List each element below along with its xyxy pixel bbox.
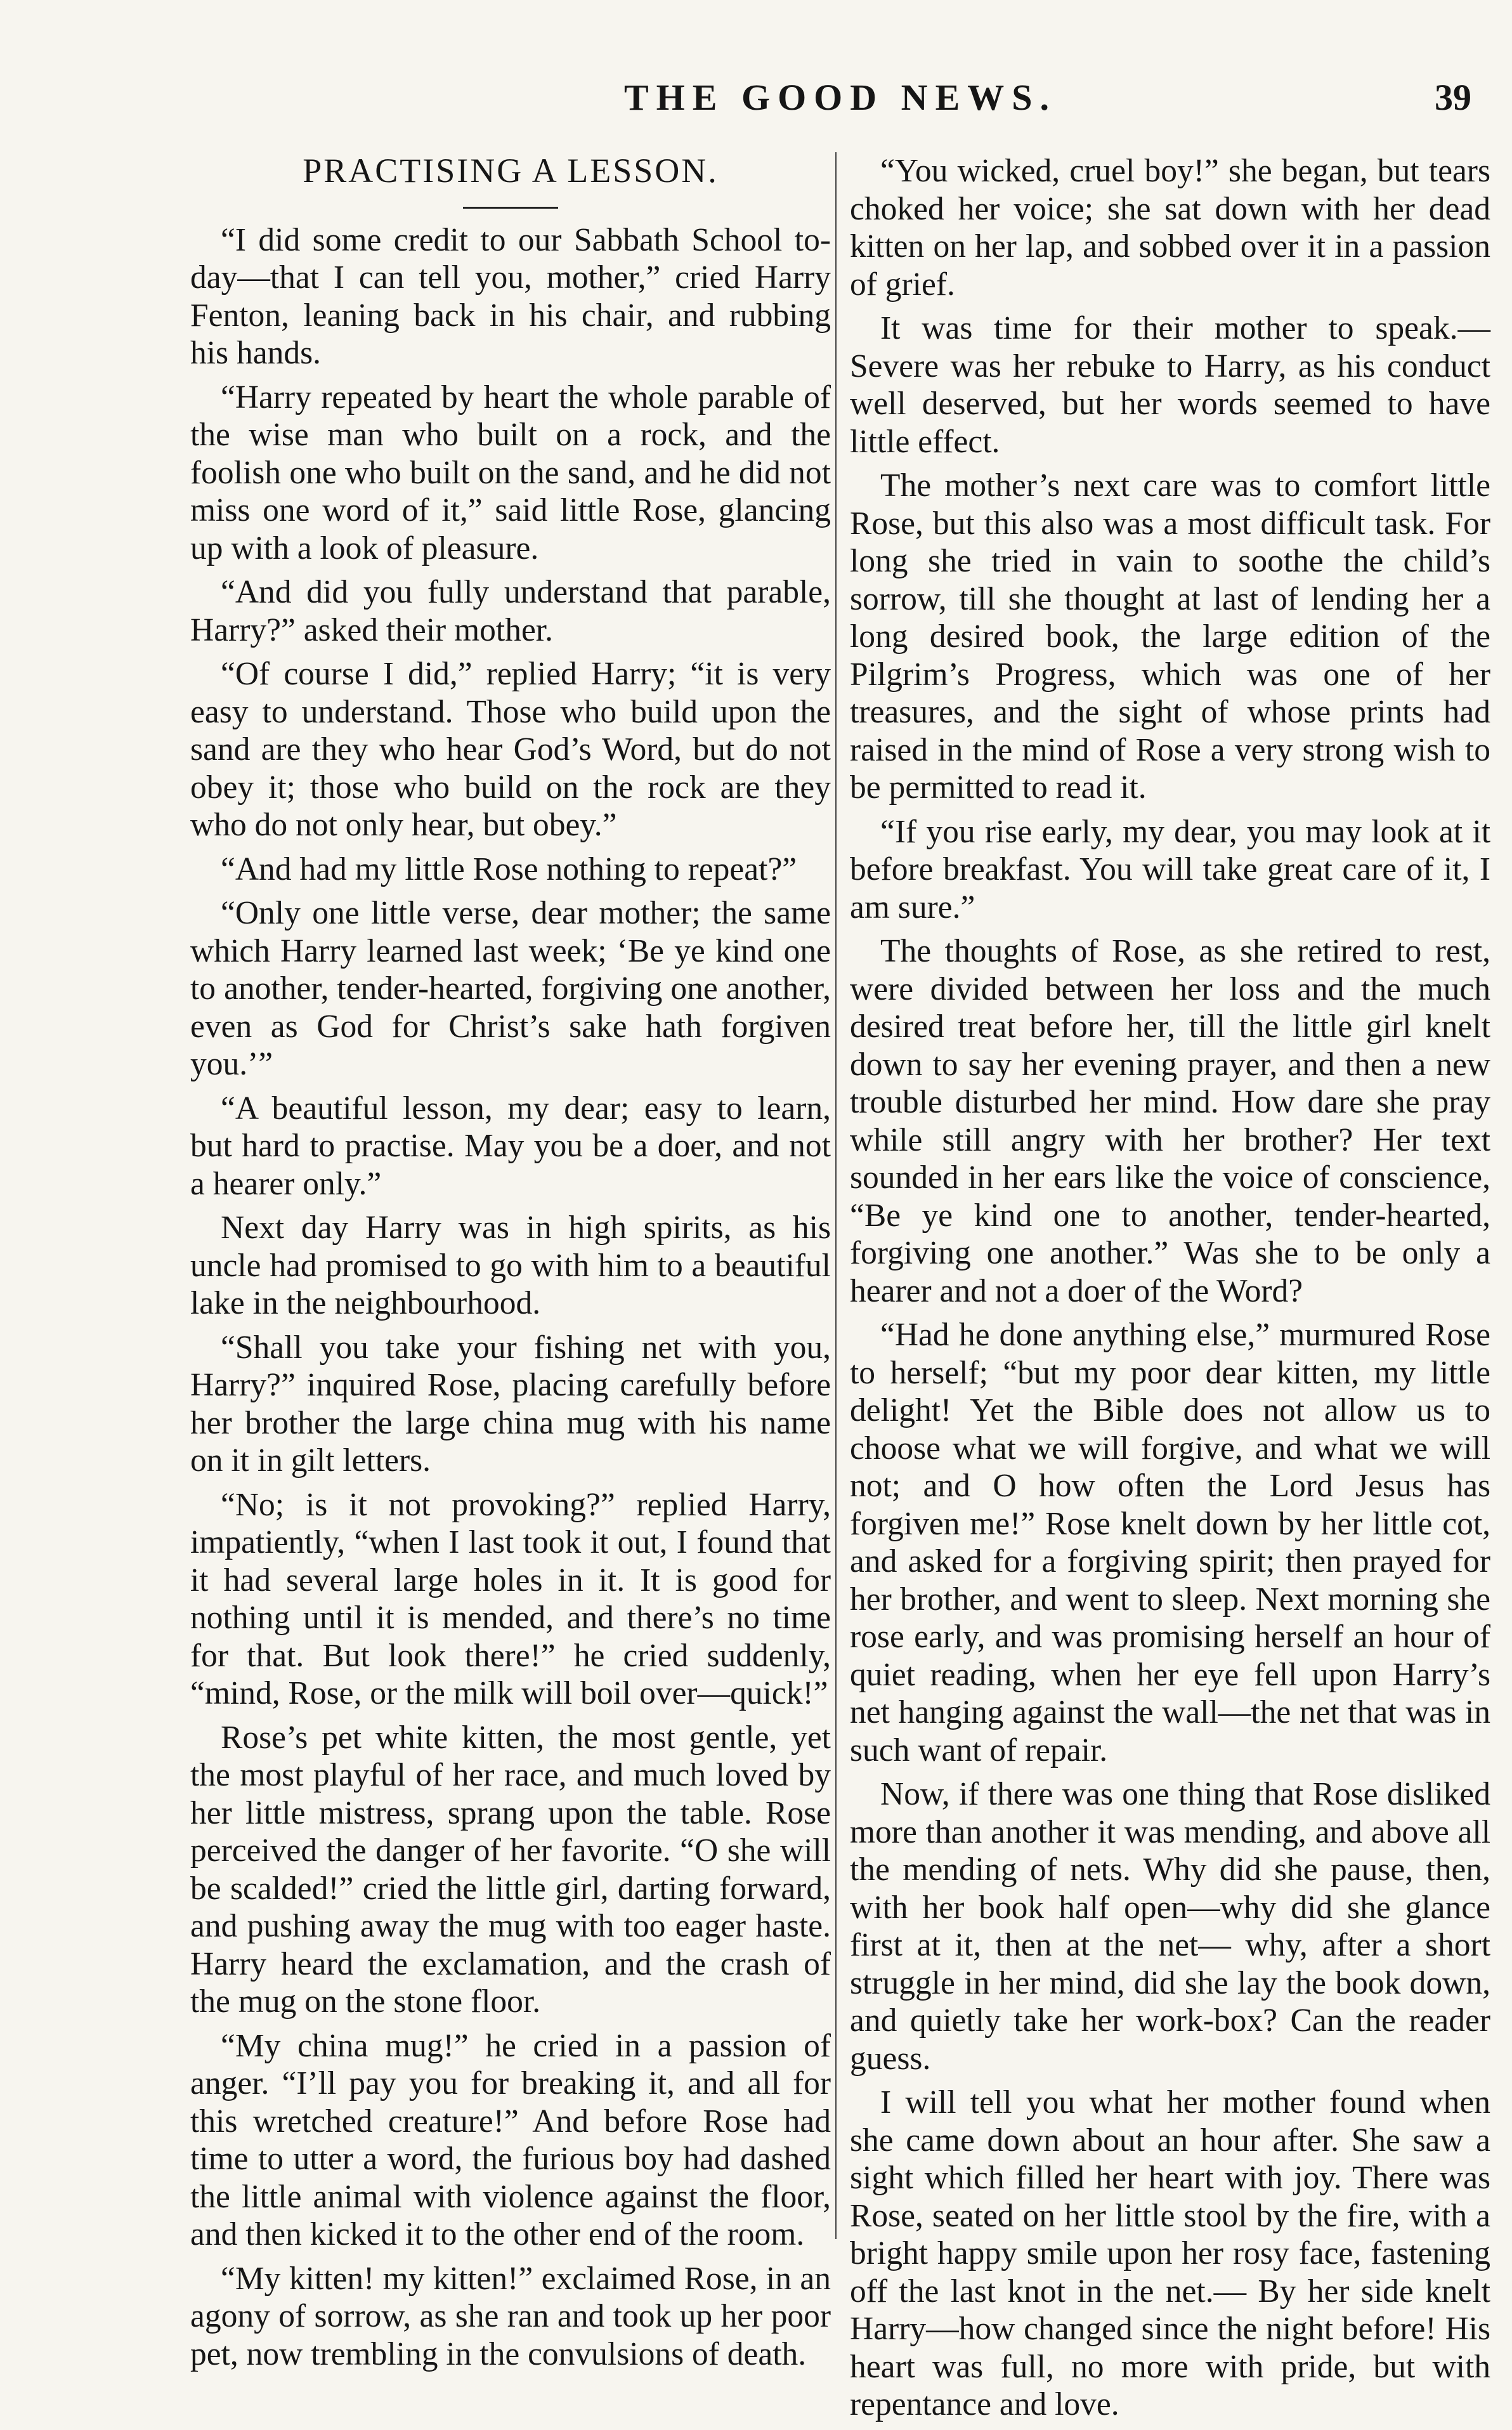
- paragraph: “Of course I did,” replied Harry; “it is very easy to understand. Those who build upon the sand are they who hear God’s Word, but do not obey it; those who build on the rock are they who do not only hear, but obey.”: [190, 656, 831, 843]
- paragraph: “I did some credit to our Sabbath School to-day—that I can tell you, mother,” cried Harry Fenton, leaning back in his chair, and rubbing his hands.: [190, 221, 831, 371]
- paragraph: “Had he done anything else,” murmured Rose to herself; “but my poor dear kitten, my little delight! Yet the Bible does not allow us to choose what we will forgive, and what we will not; and O how often the Lord Jesus has forgiven me!” Rose knelt down by her little cot, and asked for a forgiving spirit; then prayed for her brother, and went to sleep. Next morning she rose early, and was promising herself an hour of quiet reading, when her eye fell upon Harry’s net hanging against the wall—the net that was in such want of repair.: [850, 1317, 1490, 1768]
- paragraph: “If you rise early, my dear, you may look at it before breakfast. You will take great care of it, I am sure.”: [850, 813, 1490, 925]
- left-column: [190, 152, 831, 2379]
- paragraph: Next day Harry was in high spirits, as his uncle had promised to go with him to a beautiful lake in the neighbourhood.: [190, 1210, 831, 1321]
- paragraph: “You wicked, cruel boy!” she began, but tears choked her voice; she sat down with her dead kitten on her lap, and sobbed over it in a passion of grief.: [850, 153, 1490, 303]
- paragraph: “My kitten! my kitten!” exclaimed Rose, in an agony of sorrow, as she ran and took up her poor pet, now trembling in the convulsions of death.: [190, 2260, 831, 2372]
- running-title: THE GOOD NEWS.: [623, 77, 1057, 118]
- page-header: [209, 76, 1471, 133]
- paragraph: Rose’s pet white kitten, the most gentle, yet the most playful of her race, and much loved by her little mistress, sprang upon the table. Rose perceived the danger of her favorite. “O she will be scalded!” cried the little girl, darting forward, and pushing away the mug with too eager haste. Harry heard the exclamation, and the crash of the mug on the stone floor.: [190, 1719, 831, 2020]
- paragraph: “My china mug!” he cried in a passion of anger. “I’ll pay you for breaking it, and all for this wretched creature!” And before Rose had time to utter a word, the furious boy had dashed the little animal with violence against the floor, and then kicked it to the other end of the room.: [190, 2027, 831, 2252]
- page-number: 39: [1435, 77, 1471, 118]
- right-column: [850, 152, 1490, 2430]
- paragraph: It was time for their mother to speak.— Severe was her rebuke to Harry, as his conduct well deserved, but her words seemed to have little effect.: [850, 310, 1490, 460]
- paragraph: The mother’s next care was to comfort little Rose, but this also was a most difficult task. For long she tried in vain to soothe the child’s sorrow, till she thought at last of lending her a long desired book, the large edition of the Pilgrim’s Progress, which was one of her treasures, and the sight of whose prints had raised in the mind of Rose a very strong wish to be permitted to read it.: [850, 467, 1490, 806]
- paragraph: The thoughts of Rose, as she retired to rest, were divided between her loss and the much desired treat before her, till the little girl knelt down to say her evening prayer, and then a new trouble disturbed her mind. How dare she pray while still angry with her brother? Her text sounded in her ears like the voice of conscience, “Be ye kind one to another, tender-hearted, forgiving one another.” Was she to be only a hearer and not a doer of the Word?: [850, 933, 1490, 1309]
- paragraph: Now, if there was one thing that Rose disliked more than another it was mending, and above all the mending of nets. Why did she pause, then, with her book half open—why did she glance first at it, then at the net— why, after a short struggle in her mind, did she lay the book down, and quietly take her work-box? Can the reader guess.: [850, 1776, 1490, 2077]
- column-divider: [835, 152, 837, 2239]
- paragraph: “Shall you take your fishing net with you, Harry?” inquired Rose, placing carefully before her brother the large china mug with his name on it in gilt letters.: [190, 1329, 831, 1479]
- paragraph: “And had my little Rose nothing to repeat?”: [221, 851, 797, 887]
- paragraph: “And did you fully understand that parable, Harry?” asked their mother.: [190, 574, 831, 648]
- paragraph: “Harry repeated by heart the whole parable of the wise man who built on a rock, and the foolish one who built on the sand, and he did not miss one word of it,” said little Rose, glancing up with a look of pleasure.: [190, 379, 831, 566]
- title-rule: [463, 207, 558, 209]
- paragraph: “No; is it not provoking?” replied Harry, impatiently, “when I last took it out, I found that it had several large holes in it. It is good for nothing until it is mended, and there’s no time for that. But look there!” he cried suddenly, “mind, Rose, or the milk will boil over—quick!”: [190, 1486, 831, 1711]
- article-title: PRACTISING A LESSON.: [303, 152, 719, 190]
- paragraph: “A beautiful lesson, my dear; easy to learn, but hard to practise. May you be a doer, and not a hearer only.”: [190, 1090, 831, 1202]
- paragraph: “Only one little verse, dear mother; the same which Harry learned last week; ‘Be ye kind one to another, tender-hearted, forgiving one another, even as God for Christ’s sake hath forgiven you.’”: [190, 895, 831, 1082]
- paragraph: I will tell you what her mother found when she came down about an hour after. She saw a sight which filled her heart with joy. There was Rose, seated on her little stool by the fire, with a bright happy smile upon her rosy face, fastening off the last knot in the net.— By her side knelt Harry—how changed since the night before! His heart was full, no more with pride, but with repentance and love.: [850, 2084, 1490, 2422]
